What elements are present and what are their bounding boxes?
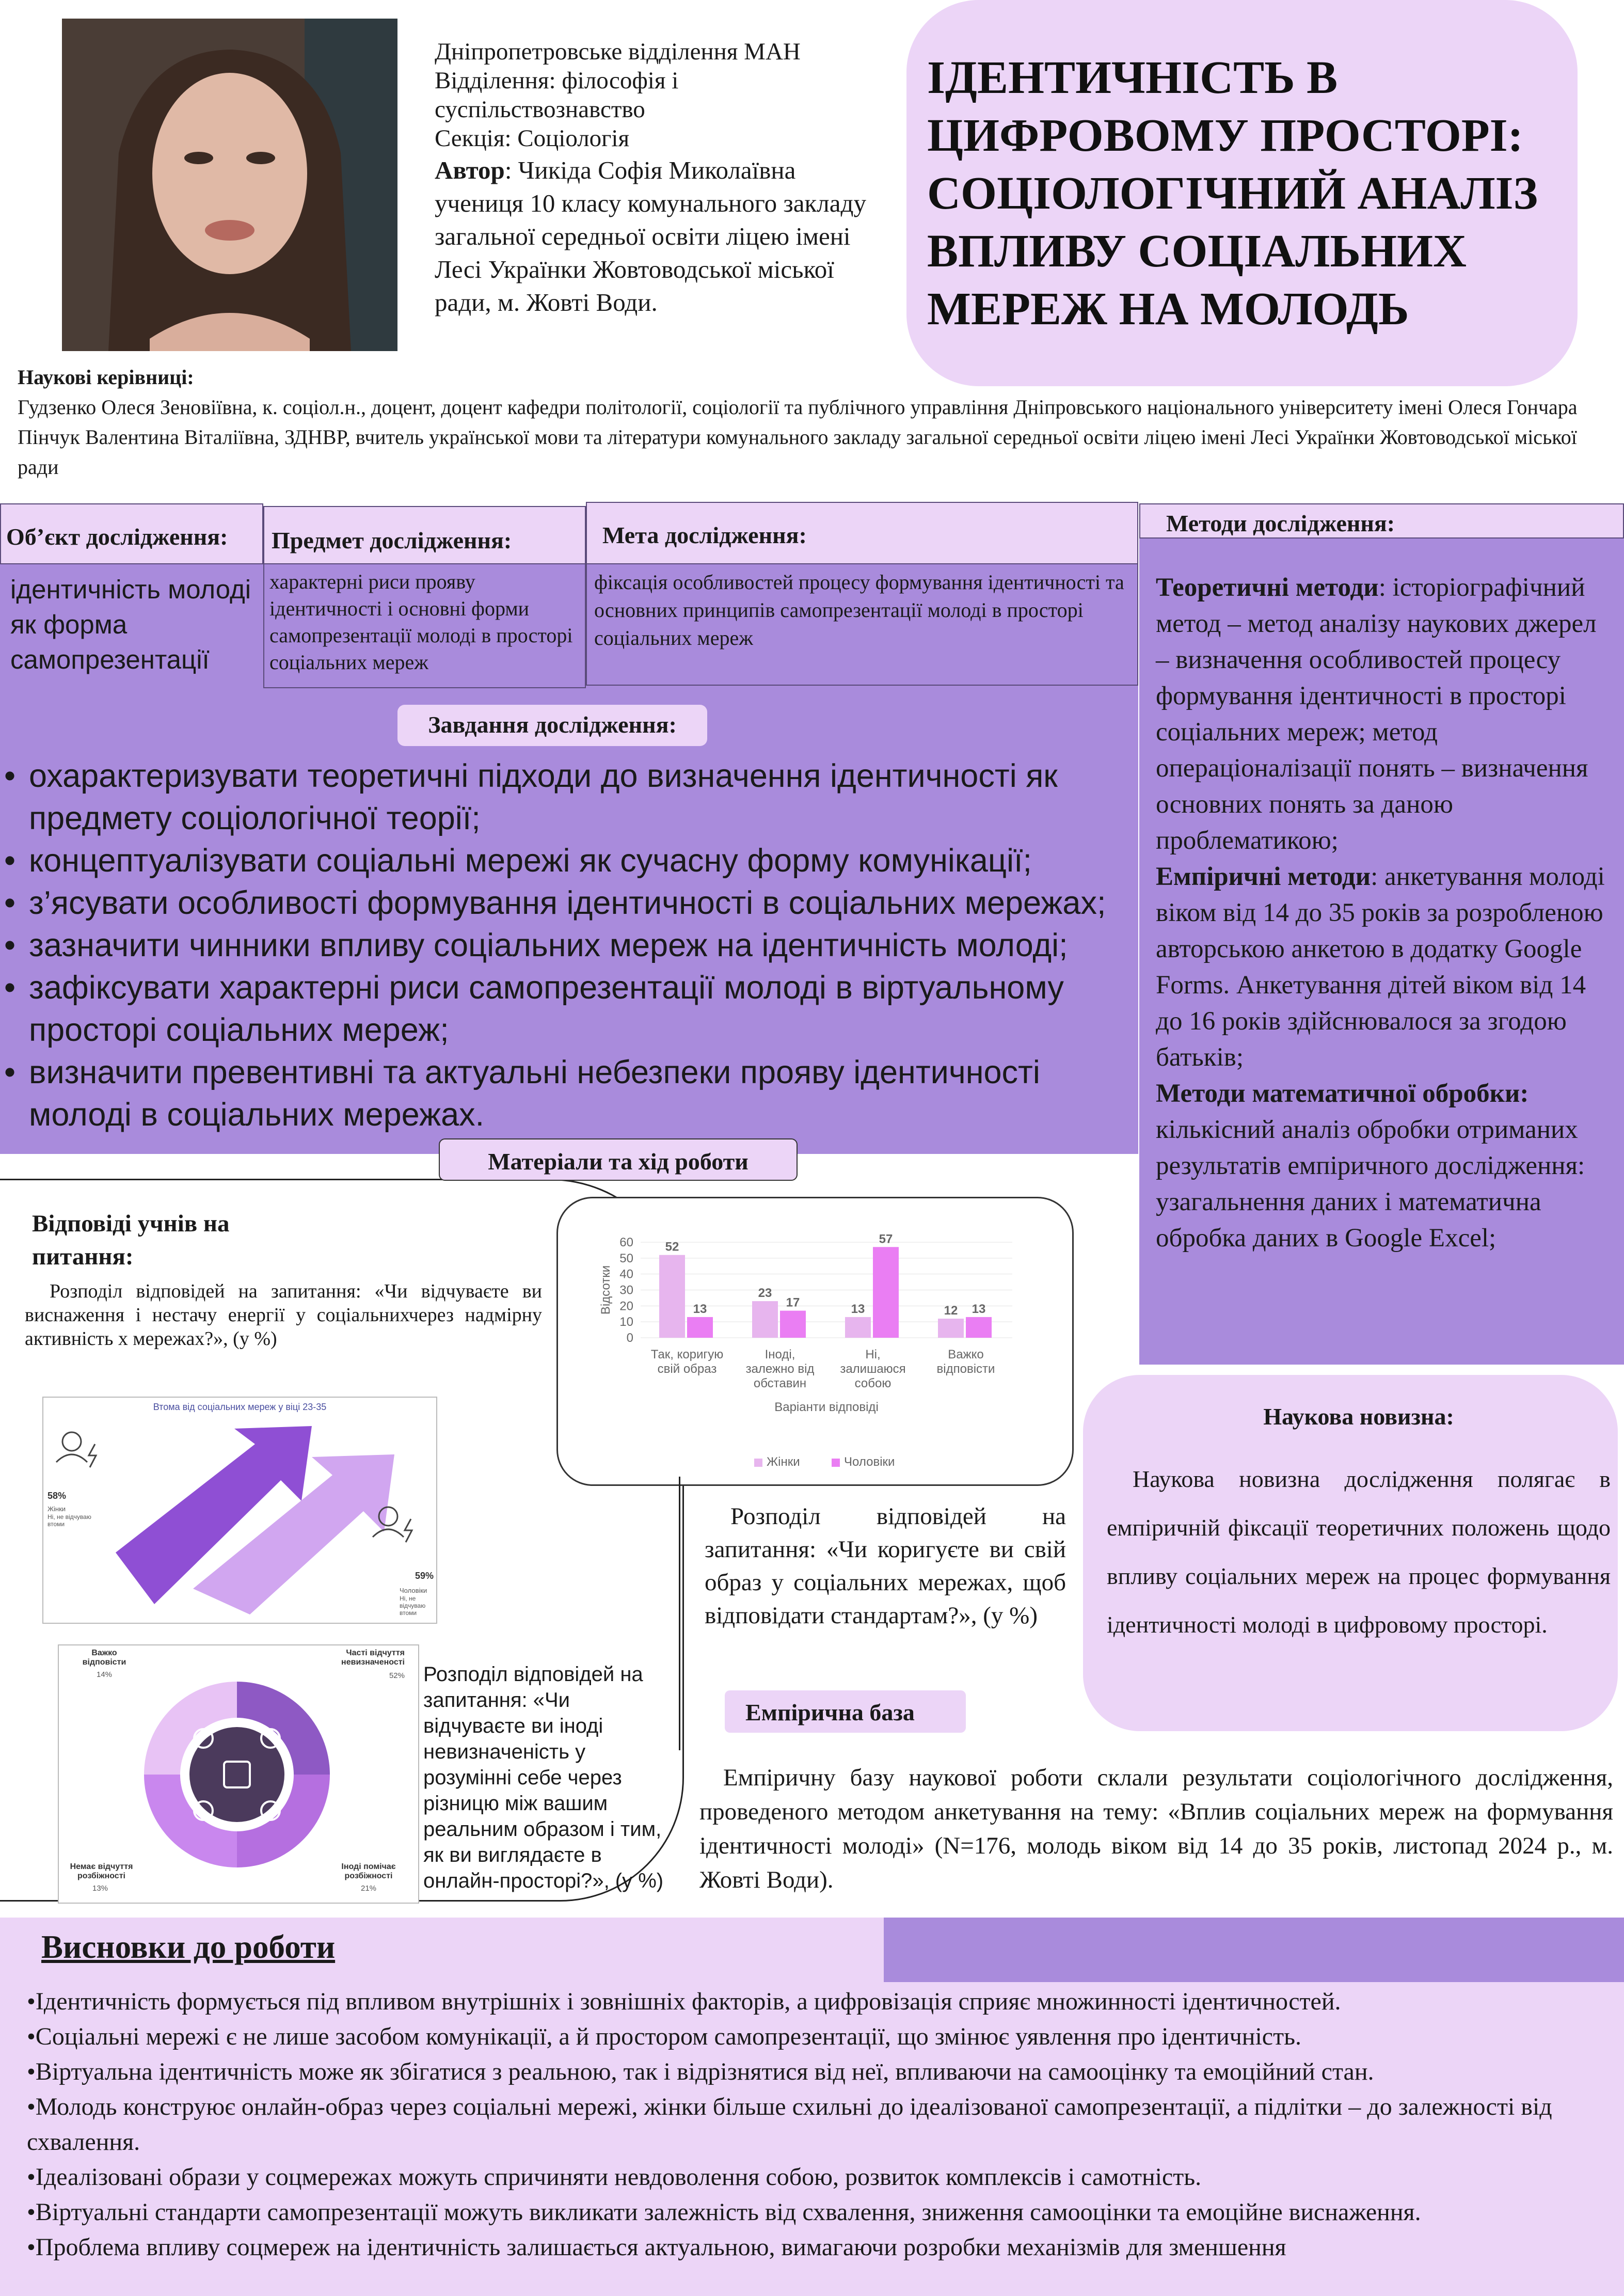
bar-value-label: 57 bbox=[879, 1232, 893, 1246]
goal-text-box bbox=[586, 564, 1138, 686]
empirical-text: Емпіричну базу наукової роботи склали результати соціологічного дослідження, проведеного методом анкетування на тему: «Вплив соціальних мереж на формування ідентичності молоді» (N=176, молодь віком від 14 до 35 років, листопад 2024 р., м. Жовті Води). bbox=[699, 1764, 1613, 1893]
x-tick-label: свій образ bbox=[657, 1362, 717, 1376]
bar-women bbox=[938, 1319, 964, 1338]
goal-text: фіксація особливостей процесу формування ідентичності та основних принципів самопрезентації молоді в просторі соціальних мереж bbox=[594, 571, 1124, 650]
bar-women bbox=[752, 1301, 778, 1338]
bar-value-label: 52 bbox=[665, 1240, 679, 1254]
task-item: • концептуалізувати соціальні мережі як сучасну форму комунікації; bbox=[2, 840, 1127, 882]
q1-text: Розподіл відповідей на запитання: «Чи відчуваєте ви виснаження і нестачу енергії у соціальнихчерез надмірну активність х мережах?», (у %) bbox=[25, 1280, 542, 1350]
novelty-text: Наукова новизна дослідження полягає в емпіричній фіксації теоретичних положень щодо впливу соціальних мереж на процес формування ідентичності молоді в цифровому просторі. bbox=[1107, 1466, 1611, 1638]
materials-header bbox=[439, 1138, 798, 1181]
methods-empirical-text: : анкетування молоді віком від 14 до 35 років за розробленою авторською анкетою в додатку Google Forms. Анкетування дітей віком від 14 до 16 років здійснювалося за згодою батьків; bbox=[1156, 862, 1605, 1072]
tasks-header bbox=[397, 705, 707, 746]
supervisors-label: Наукові керівниці: bbox=[18, 366, 194, 389]
donut-br-pct: 21% bbox=[360, 1884, 377, 1893]
task-item: • з’ясувати особливості формування ідентичності в соціальних мережах; bbox=[2, 882, 1127, 924]
author-photo bbox=[62, 19, 397, 351]
methods-theory-label: Теоретичні методи bbox=[1156, 573, 1379, 602]
task-item: • зафіксувати характерні риси самопрезентації молоді в віртуальному просторі соціальних мереж; bbox=[2, 967, 1127, 1051]
fatigue-graphic bbox=[43, 1398, 438, 1625]
legend-swatch bbox=[832, 1459, 840, 1467]
women-label: Жінки bbox=[47, 1505, 66, 1513]
x-axis-label: Варіанти відповіді bbox=[774, 1400, 879, 1414]
x-tick-label: Так, коригую bbox=[650, 1348, 724, 1361]
bar-men bbox=[780, 1311, 806, 1338]
methods-math-text: кількісний аналіз обробки отриманих результатів емпіричного дослідження: узагальнення даних і математична обробка даних в Google Excel; bbox=[1156, 1115, 1585, 1253]
y-tick-label: 10 bbox=[619, 1315, 633, 1329]
empirical-label: Емпірична база bbox=[745, 1699, 915, 1725]
bar-women bbox=[845, 1317, 871, 1338]
x-tick-label: Важко bbox=[948, 1348, 984, 1361]
legend-label: Жінки bbox=[767, 1455, 800, 1469]
donut-bl-pct: 13% bbox=[92, 1884, 108, 1893]
answers-heading: Відповіді учнів на питання: bbox=[32, 1210, 230, 1270]
conclusion-item: •Соціальні мережі є не лише засобом комунікації, а й простором самопрезентації, що змінює уявлення про ідентичність. bbox=[27, 2023, 1301, 2050]
tasks-list bbox=[2, 755, 1127, 1136]
supervisor-2: Пінчук Валентина Віталіївна, ЗДНВР, вчитель української мови та літератури комунального закладу загальної середньої освіти ліцею імені Лесі Українки Жовтоводської міської ради bbox=[18, 425, 1577, 479]
fatigue-infographic bbox=[42, 1397, 437, 1624]
supervisor-1: Гудзенко Олеся Зеновіївна, к. соціол.н., доцент, доцент кафедри політології, соціології та публічного управління Дніпровського національного університету імені Олеся Гончара bbox=[18, 395, 1578, 419]
x-tick-label: залишаюся bbox=[840, 1362, 906, 1376]
y-tick-label: 0 bbox=[626, 1331, 633, 1345]
y-tick-label: 30 bbox=[619, 1283, 633, 1297]
object-header bbox=[0, 503, 263, 564]
y-tick-label: 20 bbox=[619, 1299, 633, 1313]
org-line-3: Секція: Соціологія bbox=[435, 125, 630, 152]
portrait-illustration bbox=[62, 19, 397, 351]
methods-header bbox=[1139, 503, 1624, 539]
conclusion-item: •Ідентичність формується під впливом внутрішніх і зовнішніх факторів, а цифровізація сприяє множинності ідентичностей. bbox=[27, 1988, 1341, 2015]
subject-text: характерні риси прояву ідентичності і основні форми самопрезентації молоді в просторі соціальних мереж bbox=[269, 570, 573, 674]
task-item: • визначити превентивні та актуальні небезпеки прояву ідентичності молоді в соціальних мережах. bbox=[2, 1051, 1127, 1136]
tasks-label: Завдання дослідження: bbox=[428, 711, 677, 738]
conclusions-accent-bar bbox=[884, 1918, 1624, 1982]
org-line-2: Відділення: філософія і суспільствознавство bbox=[435, 67, 679, 123]
x-tick-label: Ні, bbox=[865, 1348, 881, 1361]
object-text: ідентичність молоді як форма самопрезентації bbox=[10, 575, 251, 674]
bar-women bbox=[659, 1255, 685, 1338]
object-label: Об’єкт дослідження: bbox=[6, 524, 228, 550]
bar-chart bbox=[558, 1198, 1074, 1486]
y-tick-label: 50 bbox=[619, 1251, 633, 1265]
author-label: Автор bbox=[435, 156, 505, 184]
y-tick-label: 40 bbox=[619, 1267, 633, 1281]
donut-tr-label: Часті відчуття невизначеності bbox=[341, 1649, 405, 1667]
novelty-panel bbox=[1083, 1375, 1618, 1731]
methods-theory-text: : історіографічний метод – метод аналізу наукових джерел – визначення особливостей процесу формування ідентичності в просторі соціальних мереж; метод операціоналізації понять – визначення основних понять за даною проблематикою; bbox=[1156, 573, 1597, 855]
bar-chart-frame bbox=[556, 1197, 1074, 1486]
conclusions-label: Висновки до роботи bbox=[41, 1929, 336, 1965]
goal-label: Мета дослідження: bbox=[602, 522, 807, 548]
donut-infographic bbox=[58, 1644, 419, 1904]
donut-center bbox=[189, 1727, 284, 1822]
x-tick-label: залежно від bbox=[745, 1362, 815, 1376]
y-tick-label: 60 bbox=[619, 1236, 633, 1249]
women-pct: 58% bbox=[47, 1491, 67, 1501]
author-block bbox=[435, 154, 873, 319]
conclusion-item: •Віртуальна ідентичність може як збігатися з реальною, так і відрізнятися від неї, впливаючи на самооцінку та емоційний стан. bbox=[27, 2058, 1374, 2085]
methods-math bbox=[1156, 1075, 1614, 1256]
goal-header bbox=[586, 502, 1138, 564]
methods-math-label: Методи математичної обробки: bbox=[1156, 1079, 1529, 1108]
y-axis-label: Відсотки bbox=[599, 1265, 613, 1315]
x-tick-label: обставин bbox=[753, 1376, 807, 1390]
methods-empirical bbox=[1156, 859, 1614, 1075]
x-tick-label: собою bbox=[854, 1376, 891, 1390]
supervisors bbox=[18, 362, 1613, 482]
q3-text: Розподіл відповідей на запитання: «Чи відчуваєте ви іноді невизначеність у розумінні себе через різницю між вашим реальним образом і тим, як ви виглядаєте в онлайн-просторі?», (у %) bbox=[423, 1663, 664, 1892]
methods-panel bbox=[1139, 539, 1624, 1365]
bar-value-label: 13 bbox=[851, 1302, 865, 1316]
materials-outline-right bbox=[679, 1477, 692, 1750]
methods-empirical-label: Емпіричні методи bbox=[1156, 862, 1371, 891]
bar-value-label: 23 bbox=[758, 1286, 772, 1301]
bar-value-label: 17 bbox=[786, 1295, 800, 1310]
title-panel bbox=[906, 0, 1578, 386]
task-item: • охарактеризувати теоретичні підходи до визначення ідентичності як предмету соціологічної теорії; bbox=[2, 755, 1127, 840]
bar-value-label: 12 bbox=[944, 1304, 958, 1318]
subject-header bbox=[263, 506, 586, 564]
bar-value-label: 13 bbox=[693, 1302, 707, 1316]
legend-label: Чоловіки bbox=[844, 1455, 895, 1469]
men-label: Чоловіки bbox=[400, 1587, 427, 1594]
materials-label: Матеріали та хід роботи bbox=[488, 1148, 749, 1175]
methods-label: Методи дослідження: bbox=[1166, 510, 1395, 536]
bar-value-label: 13 bbox=[972, 1302, 986, 1316]
methods-theory bbox=[1156, 569, 1614, 859]
poster-title: ІДЕНТИЧНІСТЬ В ЦИФРОВОМУ ПРОСТОРІ: СОЦІОЛОГІЧНИЙ АНАЛІЗ ВПЛИВУ СОЦІАЛЬНИХ МЕРЕЖ НА МОЛОДЬ bbox=[927, 52, 1538, 335]
conclusion-item: •Ідеалізовані образи у соцмережах можуть спричиняти невдоволення собою, розвиток комплексів і самотність. bbox=[27, 2163, 1202, 2191]
novelty-label: Наукова новизна: bbox=[1263, 1403, 1454, 1430]
donut-bl-label: Немає відчуття розбіжності bbox=[70, 1862, 133, 1880]
bar-men bbox=[873, 1247, 899, 1338]
conclusion-item: •Віртуальні стандарти самопрезентації можуть викликати залежність від схвалення, зниження самооцінки та емоційне виснаження. bbox=[27, 2198, 1421, 2226]
legend-swatch bbox=[754, 1459, 762, 1467]
org-line-1: Дніпропетровське відділення МАН bbox=[435, 38, 801, 65]
x-tick-label: Іноді, bbox=[765, 1348, 795, 1361]
men-pct: 59% bbox=[415, 1571, 434, 1581]
donut-br-label: Іноді помічає розбіжності bbox=[341, 1862, 396, 1880]
conclusion-item: •Проблема впливу соцмереж на ідентичність залишається актуальною, вимагаючи розробки механізмів для зменшення bbox=[27, 2234, 1286, 2261]
author-text: : Чикіда Софія Миколаївна учениця 10 класу комунального закладу загальної середньої освіти ліцею імені Лесі Українки Жовтоводської міської ради, м. Жовті Води. bbox=[435, 156, 866, 316]
donut-tr-pct: 52% bbox=[389, 1671, 405, 1680]
women-icon bbox=[56, 1432, 96, 1467]
x-tick-label: відповісти bbox=[936, 1362, 995, 1376]
women-sub: Ні, не відчуваю втоми bbox=[47, 1513, 91, 1528]
subject-label: Предмет дослідження: bbox=[272, 527, 512, 553]
q2-text: Розподіл відповідей на запитання: «Чи коригуєте ви свій образ у соціальних мережах, щоб відповідати стандартам?», (у %) bbox=[705, 1503, 1066, 1629]
donut-tl-label: Важко відповісти bbox=[82, 1649, 126, 1667]
author-info bbox=[435, 37, 889, 319]
men-sub: Ні, не відчуваю втоми bbox=[400, 1595, 426, 1617]
conclusion-item: •Молодь конструює онлайн-образ через соціальні мережі, жінки більше схильні до ідеалізованої самопрезентації, а підлітки – до залежності від схвалення. bbox=[27, 2093, 1552, 2156]
donut-tl-pct: 14% bbox=[96, 1670, 113, 1679]
subject-text-box bbox=[263, 564, 586, 688]
bar-men bbox=[966, 1317, 992, 1338]
task-item: • зазначити чинники впливу соціальних мереж на ідентичність молоді; bbox=[2, 924, 1127, 967]
conclusions-list bbox=[27, 1984, 1617, 2265]
fatigue-title: Втома від соціальних мереж у віці 23-35 bbox=[153, 1402, 327, 1412]
empirical-header bbox=[725, 1690, 966, 1733]
bar-men bbox=[687, 1317, 713, 1338]
